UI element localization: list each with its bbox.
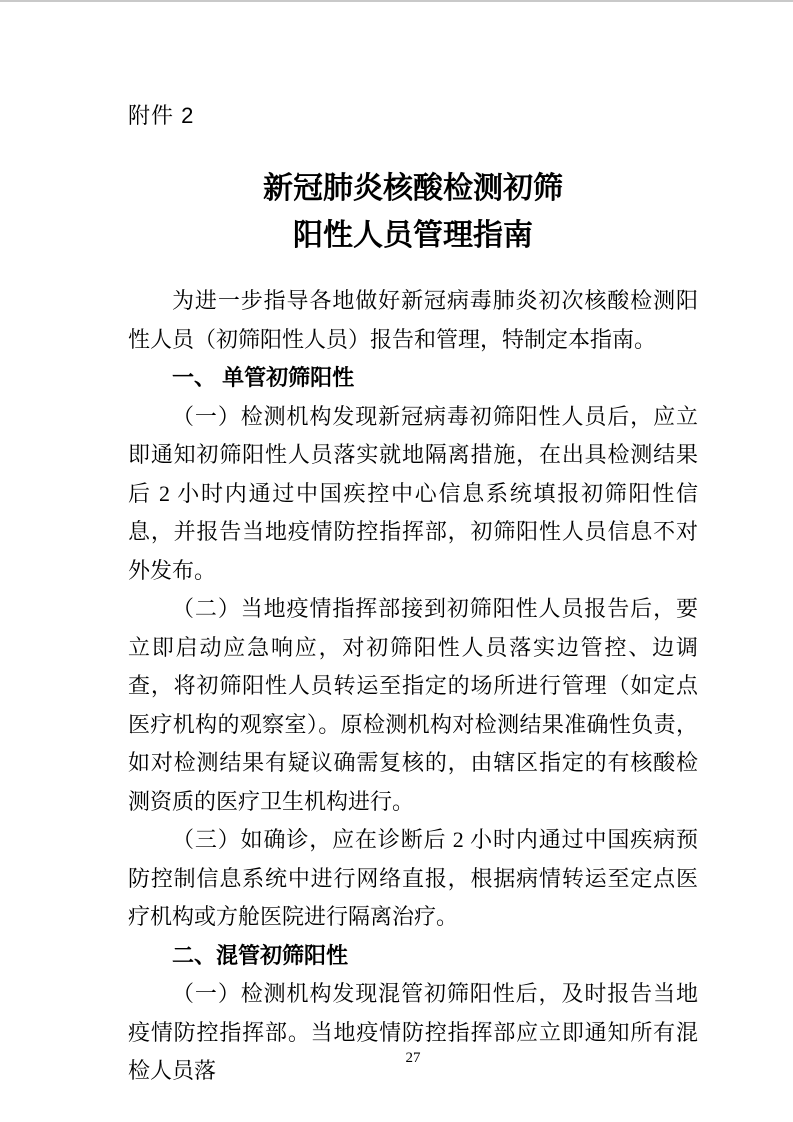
section1-heading: 一、 单管初筛阳性 — [172, 365, 355, 390]
document-title-line2: 阳性人员管理指南 — [293, 219, 533, 252]
attachment-label: 附件 2 — [128, 103, 195, 128]
document-title-line1: 新冠肺炎核酸检测初筛 — [263, 172, 563, 205]
document-title — [128, 165, 698, 259]
section1-item1-paragraph: （一）检测机构发现新冠病毒初筛阳性人员后，应立即通知初筛阳性人员落实就地隔离措施，在出具检测结果后 2 小时内通过中国疾控中心信息系统填报初筛阳性信息，并报告当地疫情防控指挥部，初筛阳性人员信息不对外发布。 — [128, 403, 698, 583]
page-number: 27 — [405, 1050, 421, 1066]
section1-item2-paragraph: （二）当地疫情指挥部接到初筛阳性人员报告后，要立即启动应急响应，对初筛阳性人员落实边管控、边调查，将初筛阳性人员转运至指定的场所进行管理（如定点医疗机构的观察室）。原检测机构对检测结果准确性负责，如对检测结果有疑议确需复核的，由辖区指定的有核酸检测资质的医疗卫生机构进行。 — [128, 596, 698, 814]
intro-paragraph: 为进一步指导各地做好新冠病毒肺炎初次核酸检测阳性人员（初筛阳性人员）报告和管理，特制定本指南。 — [128, 288, 698, 352]
section2-heading: 二、混管初筛阳性 — [172, 942, 349, 968]
section2-item1-paragraph: （一）检测机构发现混管初筛阳性后，及时报告当地疫情防控指挥部。当地疫情防控指挥部应立即通知所有混检人员落 — [128, 981, 698, 1083]
document-body — [128, 282, 698, 1091]
section1-item3-paragraph: （三）如确诊，应在诊断后 2 小时内通过中国疾病预防控制信息系统中进行网络直报，根据病情转运至定点医疗机构或方舱医院进行隔离治疗。 — [128, 827, 698, 929]
page-content — [128, 0, 698, 1091]
